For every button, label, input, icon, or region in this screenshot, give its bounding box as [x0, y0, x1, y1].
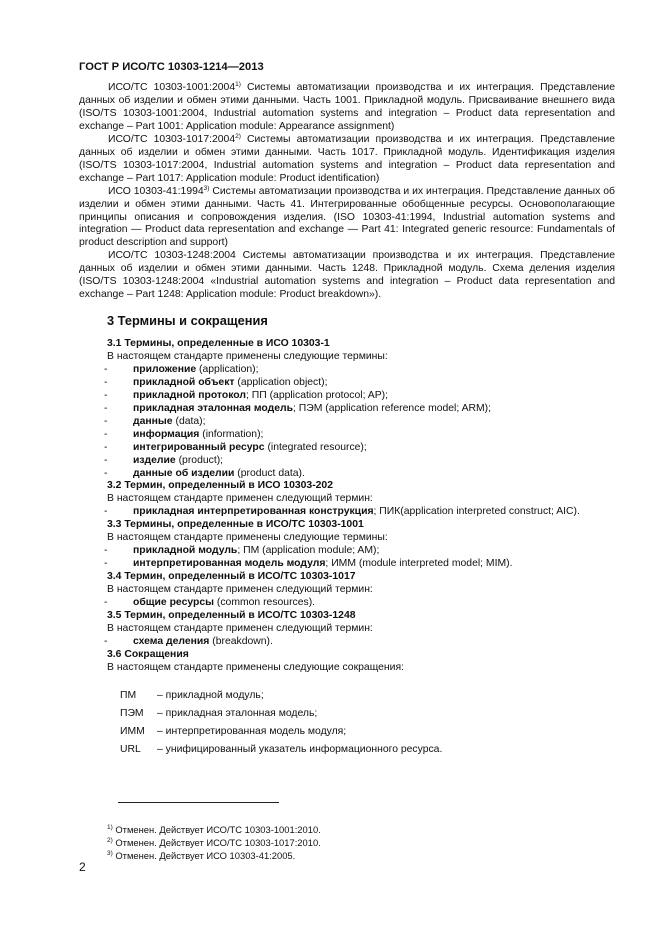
term-item: - приложение (application); — [104, 363, 259, 375]
abbreviation-desc: – прикладная эталонная модель; — [157, 708, 318, 719]
footnote-divider — [118, 802, 279, 803]
document-header: ГОСТ Р ИСО/ТС 10303-1214—2013 — [79, 61, 264, 73]
page-number: 2 — [79, 860, 86, 874]
subsection-title: 3.3 Термины, определенные в ИСО/ТС 10303-1001 — [107, 519, 364, 531]
term-item: - схема деления (breakdown). — [104, 635, 273, 647]
footnote-marker: 1) — [107, 824, 113, 831]
subsection-intro: В настоящем стандарте применен следующий термин: — [107, 584, 373, 596]
abbreviation-code: ИММ — [120, 726, 145, 737]
footnotes — [107, 823, 321, 862]
footnote-marker: 1) — [235, 81, 241, 88]
subsection-title: 3.1 Термины, определенные в ИСО 10303-1 — [107, 338, 330, 349]
subsection-intro: В настоящем стандарте применены следующие термины: — [107, 532, 388, 544]
reference-paragraph: ИСО/ТС 10303-1017:2004$^{2)}$ Системы автоматизации производства и их интеграция. Представление данных об изделии и обмен этими данными. Часть 1017. Прикладной модуль. Идентификация изделия (ISO/TS 10303-1017:2004, Industrial automation systems and integration – Product data representation and exchange – Part 1017: Application module: Product identification) — [79, 132, 615, 184]
abbreviation-code: ПЭМ — [120, 708, 144, 719]
term-item: - интегрированный ресурс (integrated resource); — [104, 441, 367, 453]
term-item: - информация (information); — [104, 428, 264, 440]
abbreviation-code: ПМ — [120, 690, 137, 701]
subsection-title: 3.6 Сокращения — [107, 648, 189, 660]
abbreviation-desc: – унифицированный указатель информационного ресурса. — [157, 744, 443, 755]
subsection-intro: В настоящем стандарте применен следующий термин: — [107, 493, 373, 505]
reference-paragraph: ИСО/ТС 10303-1248:2004 Системы автоматизации производства и их интеграция. Представление данных об изделии и обмен этими данными. Часть 1248. Прикладной модуль. Схема деления изделия (ISO/TS 10303-1248:2004 «Industrial automation systems and integration – Product data representation and exchange – Part 1248: Application module: Product breakdown»). — [79, 250, 616, 301]
term-item: - прикладной объект (application object); — [104, 376, 328, 388]
footnote: $^{3)}$ Отменен. Действует ИСО 10303-41:2005. — [107, 850, 296, 861]
subsection-title: 3.5 Термин, определенный в ИСО/ТС 10303-1248 — [107, 610, 356, 622]
term-item: - общие ресурсы (common resources). — [104, 597, 316, 609]
normative-references — [79, 82, 615, 302]
footnote-marker: 2) — [235, 132, 241, 140]
term-item: - изделие (product); — [104, 454, 224, 466]
term-item: - прикладная интерпретированная конструкция; ПИК(application interpreted construct; AIC). — [104, 506, 580, 518]
terms-section — [79, 338, 615, 675]
term-item: - интерпретированная модель модуля; ИММ (module interpreted model; MIM). — [104, 558, 513, 570]
footnote: $^{2)}$ Отменен. Действует ИСО/ТС 10303-1017:2010. — [107, 837, 321, 848]
term-item: - прикладная эталонная модель; ПЭМ (application reference model; ARM); — [104, 402, 491, 414]
term-item: - данные (data); — [104, 415, 206, 427]
reference-paragraph: ИСО 10303-41:1994$^{3)}$ Системы автоматизации производства и их интеграция. Представление данных об изделии и обмен этими данными. Часть 41. Интегрированные обобщенные ресурсы. Основополагающие принципы описания и сопровождения изделия. (ISO 10303-41:1994, Industrial automation systems and integration — Product data representation and exchange — Part 41: Integrated generic resource: Fundamentals of product description and support) — [79, 184, 615, 249]
footnote-marker: 2) — [107, 837, 113, 844]
section-title: 3 Термины и сокращения — [107, 313, 268, 328]
footnote-marker: 3) — [203, 184, 210, 192]
footnote: $^{1)}$ Отменен. Действует ИСО/ТС 10303-1001:2010. — [107, 824, 321, 835]
subsection-intro: В настоящем стандарте применен следующий термин: — [107, 622, 373, 634]
abbreviation-desc: – интерпретированная модель модуля; — [157, 726, 347, 737]
subsection-title: 3.4 Термин, определенный в ИСО/ТС 10303-1017 — [107, 571, 356, 583]
reference-paragraph: ИСО/ТС 10303-1001:2004$^{1)}$ Системы автоматизации производства и их интеграция. Представление данных об изделии и обмен этими данными. Часть 1001. Прикладной модуль. Присваивание внешнего вида (ISO/TS 10303-1001:2004, Industrial automation systems and integration – Product data representation and exchange – Part 1001: Application module: Appearance assignment) — [79, 81, 615, 132]
term-item: - прикладной протокол; ПП (application protocol; AP); — [104, 389, 388, 401]
footnote-marker: 3) — [107, 850, 113, 857]
subsection-intro: В настоящем стандарте применены следующие термины: — [107, 350, 388, 362]
subsection-intro: В настоящем стандарте применены следующие сокращения: — [107, 661, 404, 673]
term-item: - данные об изделии (product data). — [104, 467, 305, 479]
term-item: - прикладной модуль; ПМ (application module; AM); — [104, 545, 380, 557]
subsection-title: 3.2 Термин, определенный в ИСО 10303-202 — [107, 480, 333, 492]
abbreviation-code: URL — [120, 744, 141, 755]
abbreviation-desc: – прикладной модуль; — [157, 690, 264, 701]
